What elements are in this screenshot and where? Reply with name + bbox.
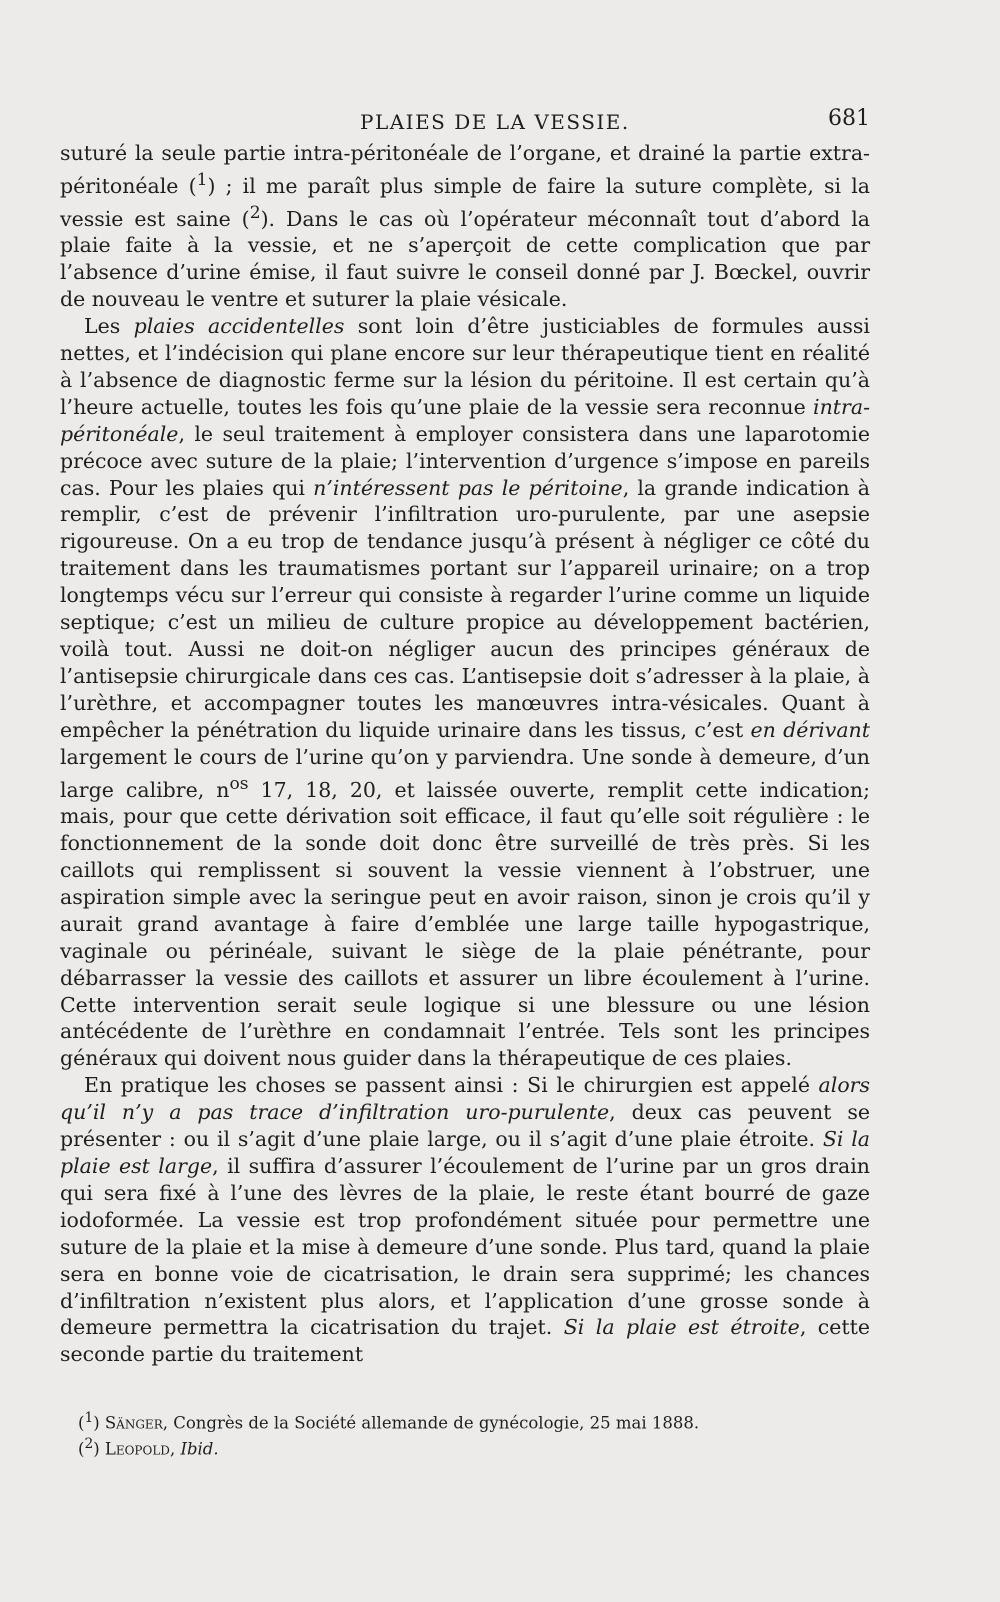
text-run: ). Dans le cas où l’opérateur méconnaît tout d’abord la plaie faite à la vessie, et ne s’aperçoit de cette complication que par l’absence d’urine émise, il faut suivre le conseil donné par J. Bœckel, ouvrir de nouveau le ventre et suturer la plaie vésicale. [60,206,870,312]
footnote-mark: 2 [84,1435,94,1452]
italic-run: en dérivant [750,717,870,742]
italic-run: Si la plaie est étroite [563,1315,800,1340]
paragraph-3 [60,1072,870,1368]
page-number: 681 [828,106,870,131]
footnote-author: Sänger [104,1413,163,1433]
footnote-mark: 1 [84,1410,94,1426]
text-run: 17, 18, 20, et laissée ouverte, remplit cette indication; mais, pour que cette dérivation soit efficace, il faut qu’elle soit régulière : le fonctionnement de la sonde doit donc être surveillé de très près. Si les caillots qui remplissent si souvent la vessie viennent à l’obstruer, une aspiration simple avec la seringue peut en avoir raison, sinon je crois qu’il y aurait grand avantage à faire d’emblée une large taille hypogastrique, vaginale ou périnéale, suivant le siège de la plaie pénétrante, pour débarrasser la vessie des caillots et assurer un libre écoulement à l’urine. Cette intervention serait seule logique si une blessure ou une lésion antécédente de l’urèthre en condamnait l’entrée. Tels sont les principes généraux qui doivent nous guider dans la thérapeutique de ces plaies. [60,777,870,1071]
text-run: ) ; il me paraît plus simple de faire la suture complète, si la vessie est saine ( [60,173,870,231]
italic-run: intra-péritonéale [60,394,870,446]
text-run: Les [84,314,134,339]
footnote-text: , [169,1439,181,1458]
italic-run: n’intéressent pas le péritoine [313,475,623,500]
italic-run: plaies accidentelles [133,314,345,339]
text-run: , la grande indication à remplir, c’est de prévenir l’infiltration uro-purulente, par une asepsie rigoureuse. On a eu trop de tendance jusqu’à présent à négliger ce côté du traitement dans les traumatismes portant sur l’appareil urinaire; on a trop longtemps vécu sur l’erreur qui consiste à regarder l’urine comme un liquide septique; c’est un milieu de culture propice au développement bactérien, voilà tout. Aussi ne doit-on négliger aucun des principes généraux de l’antisepsie chirurgicale dans ces cas. L’antisepsie doit s’adresser à la plaie, à l’urèthre, et accompagner toutes les manœuvres intra-vésicales. Quant à empêcher la pénétration du liquide urinaire dans les tissus, c’est [60,475,870,742]
paragraph-2 [60,313,870,1072]
running-title: PLAIES DE LA VESSIE. [360,110,630,134]
italic-run: Si la plaie est large [60,1127,870,1179]
footnote-text: , Congrès de la Société allemande de gynécologie, 25 mai 1888. [162,1413,700,1433]
text-run: largement le cours de l’urine qu’on y parviendra. Une sonde à demeure, d’un large calibre, n [60,744,870,802]
footnote-2: ($^2$) Leopold, Ibid. [78,1435,219,1458]
text-run: suturé la seule partie intra-péritonéale de l’organe, et drainé la partie extra-péritonéale ( [60,141,870,198]
footnote-1: ($^1$) Sänger, Congrès de la Société allemande de gynécologie, 25 mai 1888. [78,1410,700,1433]
paragraph-1 [60,140,870,313]
superscript: os [229,773,249,794]
footnote-author: Leopold [104,1439,170,1458]
body-text [60,140,870,1368]
footnote-ref: 1 [196,169,208,190]
text-run: En pratique les choses se passent ainsi : Si le chirurgien est appelé [84,1073,819,1098]
footnote-ref: 2 [249,202,261,223]
text-run: sont loin d’être justiciables de formules aussi nettes, et l’indécision qui plane encore sur leur thérapeutique tient en réalité à l’absence de diagnostic ferme sur la lésion du péritoine. Il est certain qu’à l’heure actuelle, toutes les fois qu’une plaie de la vessie sera reconnue [60,314,870,419]
text-run: , le seul traitement à employer consistera dans une laparotomie précoce avec suture de la plaie; l’intervention d’urgence s’impose en pareils cas. Pour les plaies qui [60,421,870,500]
footnote-ibid: Ibid. [180,1439,219,1458]
text-run: , il suffira d’assurer l’écoulement de l’urine par un gros drain qui sera fixé à l’une des lèvres de la plaie, le reste étant bourré de gaze iodoformée. La vessie est trop profondément située pour permettre une suture de la plaie et la mise à demeure d’une sonde. Plus tard, quand la plaie sera en bonne voie de cicatrisation, le drain sera supprimé; les chances d’infiltration n’existent plus alors, et l’application d’une grosse sonde à demeure permettra la cicatrisation du trajet. [60,1154,870,1340]
text-run: , deux cas peuvent se présenter : ou il s’agit d’une plaie large, ou il s’agit d’une plaie étroite. [60,1100,870,1152]
footnotes [78,1408,858,1459]
page-header [60,104,870,136]
text-run: , cette seconde partie du traitement [60,1315,870,1367]
italic-run: alors qu’il n’y a pas trace d’infiltration uro-purulente [60,1073,870,1125]
